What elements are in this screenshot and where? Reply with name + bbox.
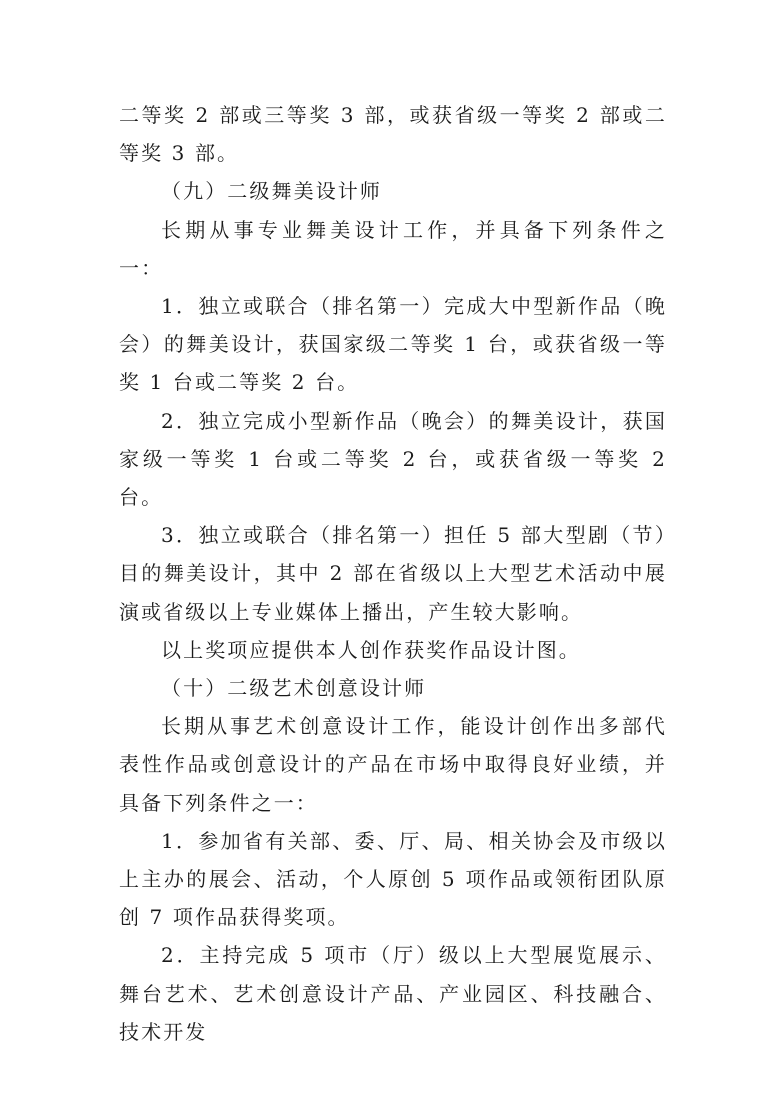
document-body: [119, 96, 667, 1051]
paragraph-note: 以上奖项应提供本人创作获奖作品设计图。: [161, 637, 581, 662]
condition-item-10-2: 2．主持完成 5 项市（厅）级以上大型展览展示、舞台艺术、艺术创意设计产品、产业园区、科技融合、技术开发: [119, 943, 667, 1044]
paragraph-intro-9: 长期从事专业舞美设计工作，并具备下列条件之一：: [119, 217, 667, 280]
paragraph-continuation: 二等奖 2 部或三等奖 3 部，或获省级一等奖 2 部或二等奖 3 部。: [119, 103, 667, 166]
condition-item-10-1: 1．参加省有关部、委、厅、局、相关协会及市级以上主办的展会、活动，个人原创 5 项作品或领衔团队原创 7 项作品获得奖项。: [119, 828, 667, 930]
condition-item-9-1: 1．独立或联合（排名第一）完成大中型新作品（晚会）的舞美设计，获国家级二等奖 1 台，或获省级一等奖 1 台或二等奖 2 台。: [119, 294, 667, 395]
condition-item-9-3: 3．独立或联合（排名第一）担任 5 部大型剧（节）目的舞美设计，其中 2 部在省级以上大型艺术活动中展演或省级以上专业媒体上播出，产生较大影响。: [119, 523, 667, 624]
condition-item-9-2: 2．独立完成小型新作品（晚会）的舞美设计，获国家级一等奖 1 台或二等奖 2 台，或获省级一等奖 2 台。: [119, 408, 667, 510]
section-heading-9: （九）二级舞美设计师: [161, 179, 382, 204]
paragraph-intro-10: 长期从事艺术创意设计工作，能设计创作出多部代表性作品或创意设计的产品在市场中取得良好业绩，并具备下列条件之一：: [119, 714, 667, 815]
section-heading-10: （十）二级艺术创意设计师: [161, 676, 427, 701]
